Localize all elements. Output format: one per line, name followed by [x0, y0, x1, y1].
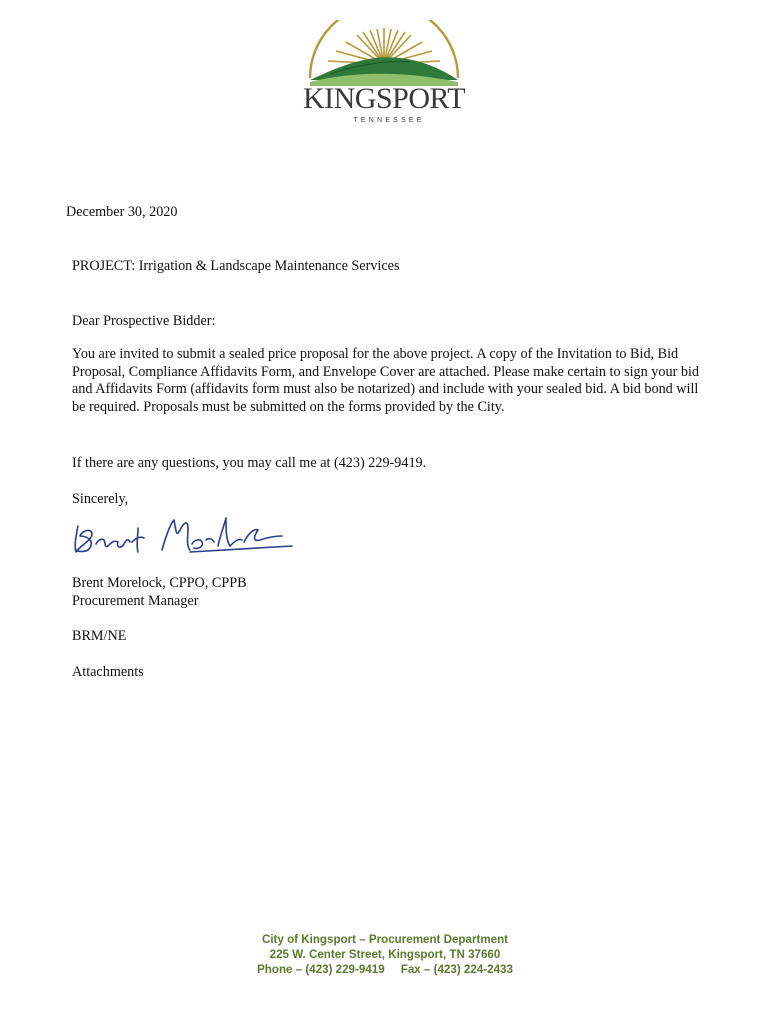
footer-department: City of Kingsport – Procurement Department — [261, 933, 509, 946]
sun-hill-emblem-icon — [300, 20, 468, 90]
letterhead-footer — [185, 933, 585, 977]
questions-paragraph: If there are any questions, you may call me at (423) 229-9419. — [72, 455, 427, 471]
closing: Sincerely, — [72, 491, 129, 507]
logo-city-name: KINGSPORT — [302, 82, 466, 115]
handwritten-signature — [70, 506, 294, 562]
signer-title: Procurement Manager — [72, 593, 199, 609]
salutation: Dear Prospective Bidder: — [72, 313, 216, 329]
footer-address: 225 W. Center Street, Kingsport, TN 37660 — [269, 947, 501, 961]
reference-initials: BRM/NE — [72, 628, 127, 644]
kingsport-logo — [300, 20, 468, 130]
body-paragraph: You are invited to submit a sealed price proposal for the above project. A copy of the Invitation to Bid, Bid Proposal, Compliance Affidavits Form, and Envelope Cover are attached. Please make certain to sign your bid and Affidavits Form (affidavits form must also be notarized) and include with your sealed bid. A bid bond will be required. Proposals must be submitted on the forms provided by the City. — [72, 346, 699, 415]
project-line: PROJECT: Irrigation & Landscape Maintenance Services — [72, 258, 400, 274]
letter-date: December 30, 2020 — [66, 204, 178, 220]
attachments-note: Attachments — [72, 664, 144, 680]
signature-icon — [70, 506, 294, 562]
signer-name: Brent Morelock, CPPO, CPPB — [72, 575, 247, 591]
logo-state-name: TENNESSEE — [353, 117, 425, 124]
footer-contact: Phone – (423) 229-9419 Fax – (423) 224-2433 — [257, 962, 513, 976]
